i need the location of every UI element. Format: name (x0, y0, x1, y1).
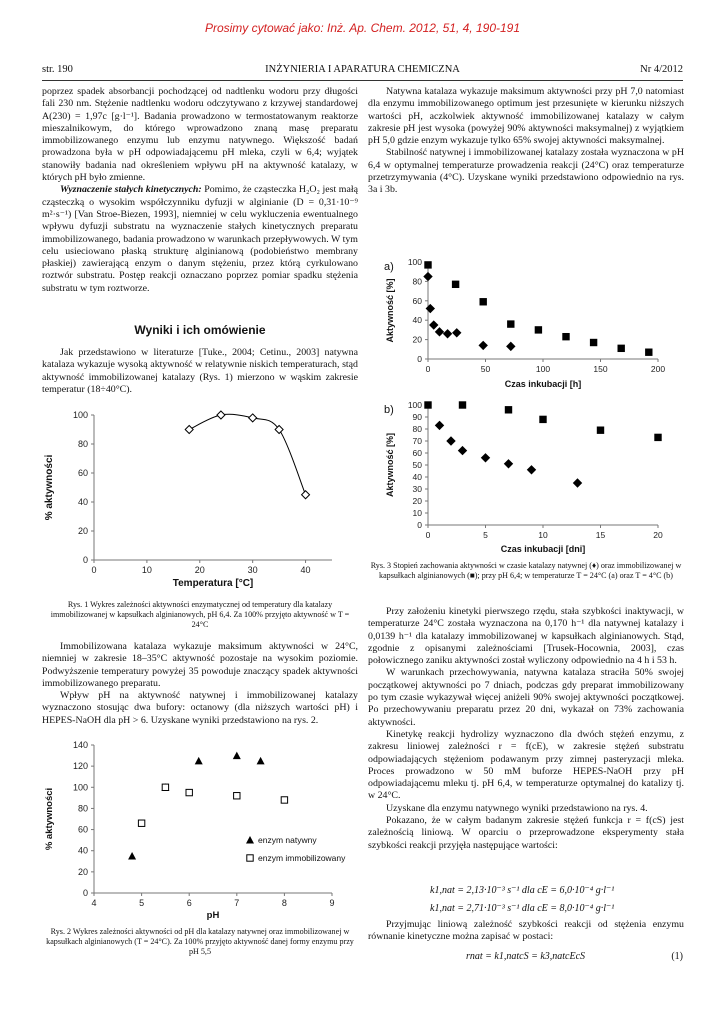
paragraph (42, 184, 358, 295)
y-tick-label: 20 (77, 526, 88, 536)
paragraph: Wpływ pH na aktywność natywnej i immobilizowanej katalazy wyznaczono stosując dwa bufory: octanowy (dla niższych wartości pH) i HEPES-NaOH dla pH > 6. Uzyskane wyniki przedstawiono na rys. 2. (42, 690, 358, 726)
issue-number: Nr 4/2012 (640, 64, 683, 75)
data-point (574, 479, 582, 487)
y-tick-label: 0 (417, 520, 422, 530)
data-point (505, 460, 513, 468)
citation-note: Prosimy cytować jako: Inż. Ap. Chem. 2012, 51, 4, 190-191 (204, 21, 521, 35)
figure-1-caption: Rys. 1 Wykres zależności aktywności enzymatycznej od temperatury dla katalazy immobilizowanej w kapsułkach alginianowych, pH 6,4. Za 100% przyjęto aktywność w T = 24°C (50, 600, 350, 630)
x-tick-label: 0 (425, 364, 431, 374)
x-tick-label: 50 (480, 364, 491, 374)
header-rule (42, 80, 683, 81)
paragraph: Stabilność natywnej i immobilizowanej katalazy została wyznaczona w pH 6,4 w optymalnej temperaturze prowadzenia reakcji (24°C) oraz temperaturze przetrzymywania (4°C). Uzyskane wyniki przedstawiono odpowiednio na rys. 3a i 3b. (368, 147, 684, 196)
figure-1-chart (42, 405, 358, 595)
right-column-bottom (368, 606, 684, 852)
x-axis-label: Czas inkubacji [h] (504, 379, 582, 389)
equation-k1-b: k1,nat = 2,71·10⁻³ s⁻¹ dla cE = 8,0·10⁻⁴ g·l⁻¹ (430, 903, 615, 914)
left-column-top (42, 86, 358, 295)
data-point (563, 333, 569, 339)
y-tick-label: 60 (412, 448, 422, 458)
x-tick-label: 0 (425, 530, 431, 540)
y-tick-label: 40 (412, 472, 422, 482)
y-tick-label: 60 (77, 824, 88, 835)
data-point (128, 852, 136, 860)
series-line (189, 414, 305, 494)
data-point (246, 836, 254, 844)
y-tick-label: 50 (412, 460, 422, 470)
paragraph-lead: Wyznaczenie stałych kinetycznych: (60, 184, 202, 196)
paragraph: Kinetykę reakcji hydrolizy wyznaczono dla dwóch stężeń enzymu, z zakresu liniowej zależności r = f(cE), w zakresie stężeń substratu odpowiadających stężeniom podawanym przy zimnej pasteryzacji mleka. Proces prowadzono w 50 mM buforze HEPES-NaOH przy pH odpowiadającemu mleku tj. pH 6,4, w temperaturze optymalnej do katalizy tj. w 24°C. (368, 728, 684, 802)
right-column-top (368, 86, 684, 197)
x-tick-label: 30 (247, 565, 258, 575)
data-point (247, 855, 253, 861)
left-paragraph-3 (42, 347, 358, 396)
figure-3-caption: Rys. 3 Stopień zachowania aktywności w czasie katalazy natywnej (♦) oraz immobilizowanej w kapsułkach alginianowych (■); przy pH 6,4; w temperaturze T = 24°C (a) oraz T = 4°C (b) (370, 561, 682, 581)
x-tick-label: 9 (329, 898, 335, 908)
y-tick-label: 100 (72, 782, 88, 793)
data-point (535, 327, 541, 333)
x-tick-label: 40 (300, 565, 311, 575)
data-point (480, 299, 486, 305)
data-point (233, 752, 241, 760)
data-point (540, 416, 546, 422)
panel-label: b) (384, 404, 394, 416)
data-point (459, 447, 467, 455)
paragraph: W warunkach przechowywania, natywna katalaza straciła 50% swojej początkowej aktywności po 7 dniach, podczas gdy preparat immobilizowany po tym czasie wykazywał więcej aniżeli 90% swojej aktywności początkowej. Po przechowywaniu preparatu przez 20 dni, wykazał on 73% zachowania aktywności. (368, 667, 684, 728)
data-point (459, 402, 465, 408)
data-point (436, 421, 444, 429)
paragraph: Przyjmując liniową zależność szybkości reakcji od stężenia enzymu równanie kinetyczne można zapisać w postaci: (368, 919, 684, 943)
paragraph: Uzyskane dla enzymu natywnego wyniki przedstawiono na rys. 4. (386, 802, 648, 814)
data-point (185, 426, 193, 434)
right-paragraph-8 (368, 919, 684, 944)
data-point (281, 797, 287, 803)
left-column-bottom (42, 641, 358, 727)
data-point (162, 784, 168, 790)
y-tick-label: 0 (417, 354, 422, 364)
y-tick-label: 100 (407, 400, 422, 410)
y-tick-label: 60 (412, 295, 422, 306)
x-tick-label: 200 (650, 364, 666, 374)
data-point (479, 341, 487, 349)
paragraph: Natywna katalaza wykazuje maksimum aktywności przy pH 7,0 natomiast dla enzymu immobilizowanego optimum jest przesunięte w kierunku niższych wartości pH, aczkolwiek aktywność immobilizowanej katalazy w całym zakresie pH jest wysoka (powyżej 90% aktywności maksymalnej) z wyjątkiem pH 5,0 gdzie enzym wykazuje tylko 65% swojej aktywności maksymalnej. (368, 86, 684, 147)
y-axis-label: % aktywności (44, 454, 55, 521)
y-tick-label: 40 (77, 845, 88, 856)
x-tick-label: 20 (194, 565, 205, 575)
section-heading: Wyniki i ich omówienie (134, 323, 266, 337)
journal-title: INŻYNIERIA I APARATURA CHEMICZNA (265, 64, 460, 75)
figure-3a-chart (368, 255, 684, 393)
y-tick-label: 70 (412, 436, 422, 446)
data-point (618, 345, 624, 351)
y-tick-label: 100 (72, 410, 88, 420)
data-point (234, 793, 240, 799)
y-tick-label: 100 (407, 257, 422, 267)
y-tick-label: 20 (412, 496, 422, 506)
x-axis-label: pH (206, 910, 220, 920)
data-point (425, 262, 431, 268)
data-point (436, 328, 444, 336)
x-axis-label: Czas inkubacji [dni] (500, 544, 586, 554)
data-point (186, 789, 192, 795)
data-point (453, 329, 461, 337)
y-tick-label: 140 (72, 740, 88, 750)
y-tick-label: 20 (77, 866, 88, 877)
data-point (425, 402, 431, 408)
panel-label: a) (384, 261, 394, 273)
x-tick-label: 10 (141, 565, 152, 575)
data-point (597, 427, 603, 433)
y-tick-label: 90 (412, 412, 422, 422)
x-tick-label: 10 (538, 530, 548, 540)
data-point (590, 339, 596, 345)
x-tick-label: 0 (91, 565, 97, 575)
x-tick-label: 4 (91, 898, 97, 908)
y-tick-label: 20 (412, 334, 422, 345)
data-point (452, 281, 458, 287)
x-tick-label: 7 (234, 898, 240, 908)
x-tick-label: 6 (186, 898, 192, 908)
y-tick-label: 120 (72, 761, 88, 772)
data-point (508, 321, 514, 327)
data-point (505, 407, 511, 413)
figure-2-chart (42, 735, 358, 920)
y-axis-label: Aktywność [%] (385, 278, 395, 343)
data-point (646, 349, 652, 355)
equation-1: rnat = k1,natcS = k3,natcEcS (466, 951, 586, 962)
x-tick-label: 5 (483, 530, 488, 540)
data-point (528, 466, 536, 474)
y-tick-label: 0 (82, 555, 88, 565)
equation-number: (1) (671, 951, 683, 962)
x-tick-label: 8 (281, 898, 287, 908)
data-point (249, 414, 257, 422)
data-point (195, 757, 203, 765)
legend-entry: enzym natywny (258, 835, 317, 845)
data-point (275, 426, 283, 434)
paragraph: poprzez spadek absorbancji pochodzącej od nadtlenku wodoru przy długości fali 230 nm. Stężenie nadtlenku wodoru odczytywano z krzywej standardowej A(230) = 1,97c [g·l⁻¹]. Badania prowadzono w termostatowanym reaktorze mieszalnikowym, do którego wprowadzono znaną masę preparatu immobilizowanego enzymu lub enzymu natywnego. Większość badań prowadzona była w pH odpowiadającemu pH mleka, czyli w 6,4; wyjątek stanowiły badania nad określeniem wpływu pH na aktywność katalazy, w których pH było zmienne. (42, 86, 358, 184)
data-point (655, 434, 661, 440)
figure-2-caption: Rys. 2 Wykres zależności aktywności od pH dla katalazy natywnej oraz immobilizowanej w kapsułkach alginianowych (T = 24°C). Za 100% przyjęto aktywność danej formy enzymu przy pH 5,5 (46, 927, 354, 957)
y-tick-label: 80 (412, 424, 422, 434)
page-number: str. 190 (42, 64, 73, 75)
paragraph: Jak przedstawiono w literaturze [Tuke., 2004; Cetinu., 2003] natywna katalaza wykazuje wysoką aktywność w relatywnie niskich temperaturach, stąd aktywność immobilizowanej katalazy (Rys. 1) mierzono w wąskim zakresie temperatur (18÷40°C). (42, 347, 358, 395)
x-tick-label: 5 (139, 898, 145, 908)
data-point (217, 411, 225, 419)
data-point (447, 437, 455, 445)
data-point (507, 342, 515, 350)
y-tick-label: 0 (82, 888, 88, 898)
data-point (444, 330, 452, 338)
data-point (302, 491, 310, 499)
data-point (482, 454, 490, 462)
y-tick-label: 40 (77, 497, 88, 507)
figure-3b-chart (368, 395, 684, 555)
y-tick-label: 60 (77, 468, 88, 478)
y-tick-label: 10 (412, 508, 422, 518)
data-point (430, 321, 438, 329)
data-point (138, 820, 144, 826)
paragraph: Immobilizowana katalaza wykazuje maksimum aktywności w 24°C, niemniej w zakresie 18–35°C aktywność pozostaje na wysokim poziomie. Podwyższenie temperatury powyżej 35 powoduje znaczący spadek aktywności immobilizowanego preparatu. (42, 641, 358, 689)
x-tick-label: 15 (595, 530, 606, 540)
y-axis-label: Aktywność [%] (385, 432, 395, 498)
data-point (424, 273, 432, 281)
y-tick-label: 30 (412, 484, 422, 494)
equation-k1-a: k1,nat = 2,13·10⁻³ s⁻¹ dla cE = 6,0·10⁻⁴ g·l⁻¹ (430, 885, 615, 896)
x-axis-label: Temperatura [°C] (172, 578, 254, 589)
y-tick-label: 80 (77, 439, 88, 449)
x-tick-label: 20 (653, 530, 663, 540)
paragraph: Przy założeniu kinetyki pierwszego rzędu, stała szybkości inaktywacji, w temperaturze 24°C została wyznaczona na 0,170 h⁻¹ dla natywnej katalazy i 0,0139 h⁻¹ dla katalazy immobilizowanej w kapsułkach alginianowych. Stąd, zgodnie z opisanymi zależnościami [Trusek-Hocownia, 2003], czas połowicznego zaniku aktywności został wyliczony odpowiednio na 4 h i 53 h. (368, 606, 684, 667)
x-tick-label: 150 (593, 364, 608, 374)
legend-entry: enzym immobilizowany (258, 853, 346, 863)
y-tick-label: 80 (412, 276, 422, 287)
y-tick-label: 40 (412, 315, 422, 326)
y-tick-label: 80 (77, 803, 88, 814)
paragraph: Pokazano, że w całym badanym zakresie stężeń funkcja r = f(cS) jest zależnością liniową. W oparciu o przeprowadzone eksperymenty stała szybkości reakcji przyjęła następujące wartości: (368, 815, 684, 851)
y-axis-label: % aktywności (44, 787, 55, 851)
data-point (257, 757, 265, 765)
paragraph-body: Pomimo, że cząsteczka H₂O₂ jest małą cząsteczką o wysokim współczynniku dyfuzji w alginianie (D = 0,31·10⁻⁹ m²·s⁻¹) [Van Stroe-Biezen, 1993], niemniej w celu wykluczenia ewentualnego wpływu dyfuzji substratu na wyznaczenie stałych kinetycznych preparatu immobilizowanego, badania prowadzono w warunkach przepływowych. W tym celu usieciowano płaską strukturę alginianową (podobieństwo membrany płaskiej) zawierającą enzym o danym stężeniu, przez którą cyrkulowano roztwór substratu. Postęp reakcji oznaczano poprzez pomiar spadku stężenia substratu w tym roztworze. (42, 184, 358, 294)
x-tick-label: 100 (535, 364, 551, 374)
